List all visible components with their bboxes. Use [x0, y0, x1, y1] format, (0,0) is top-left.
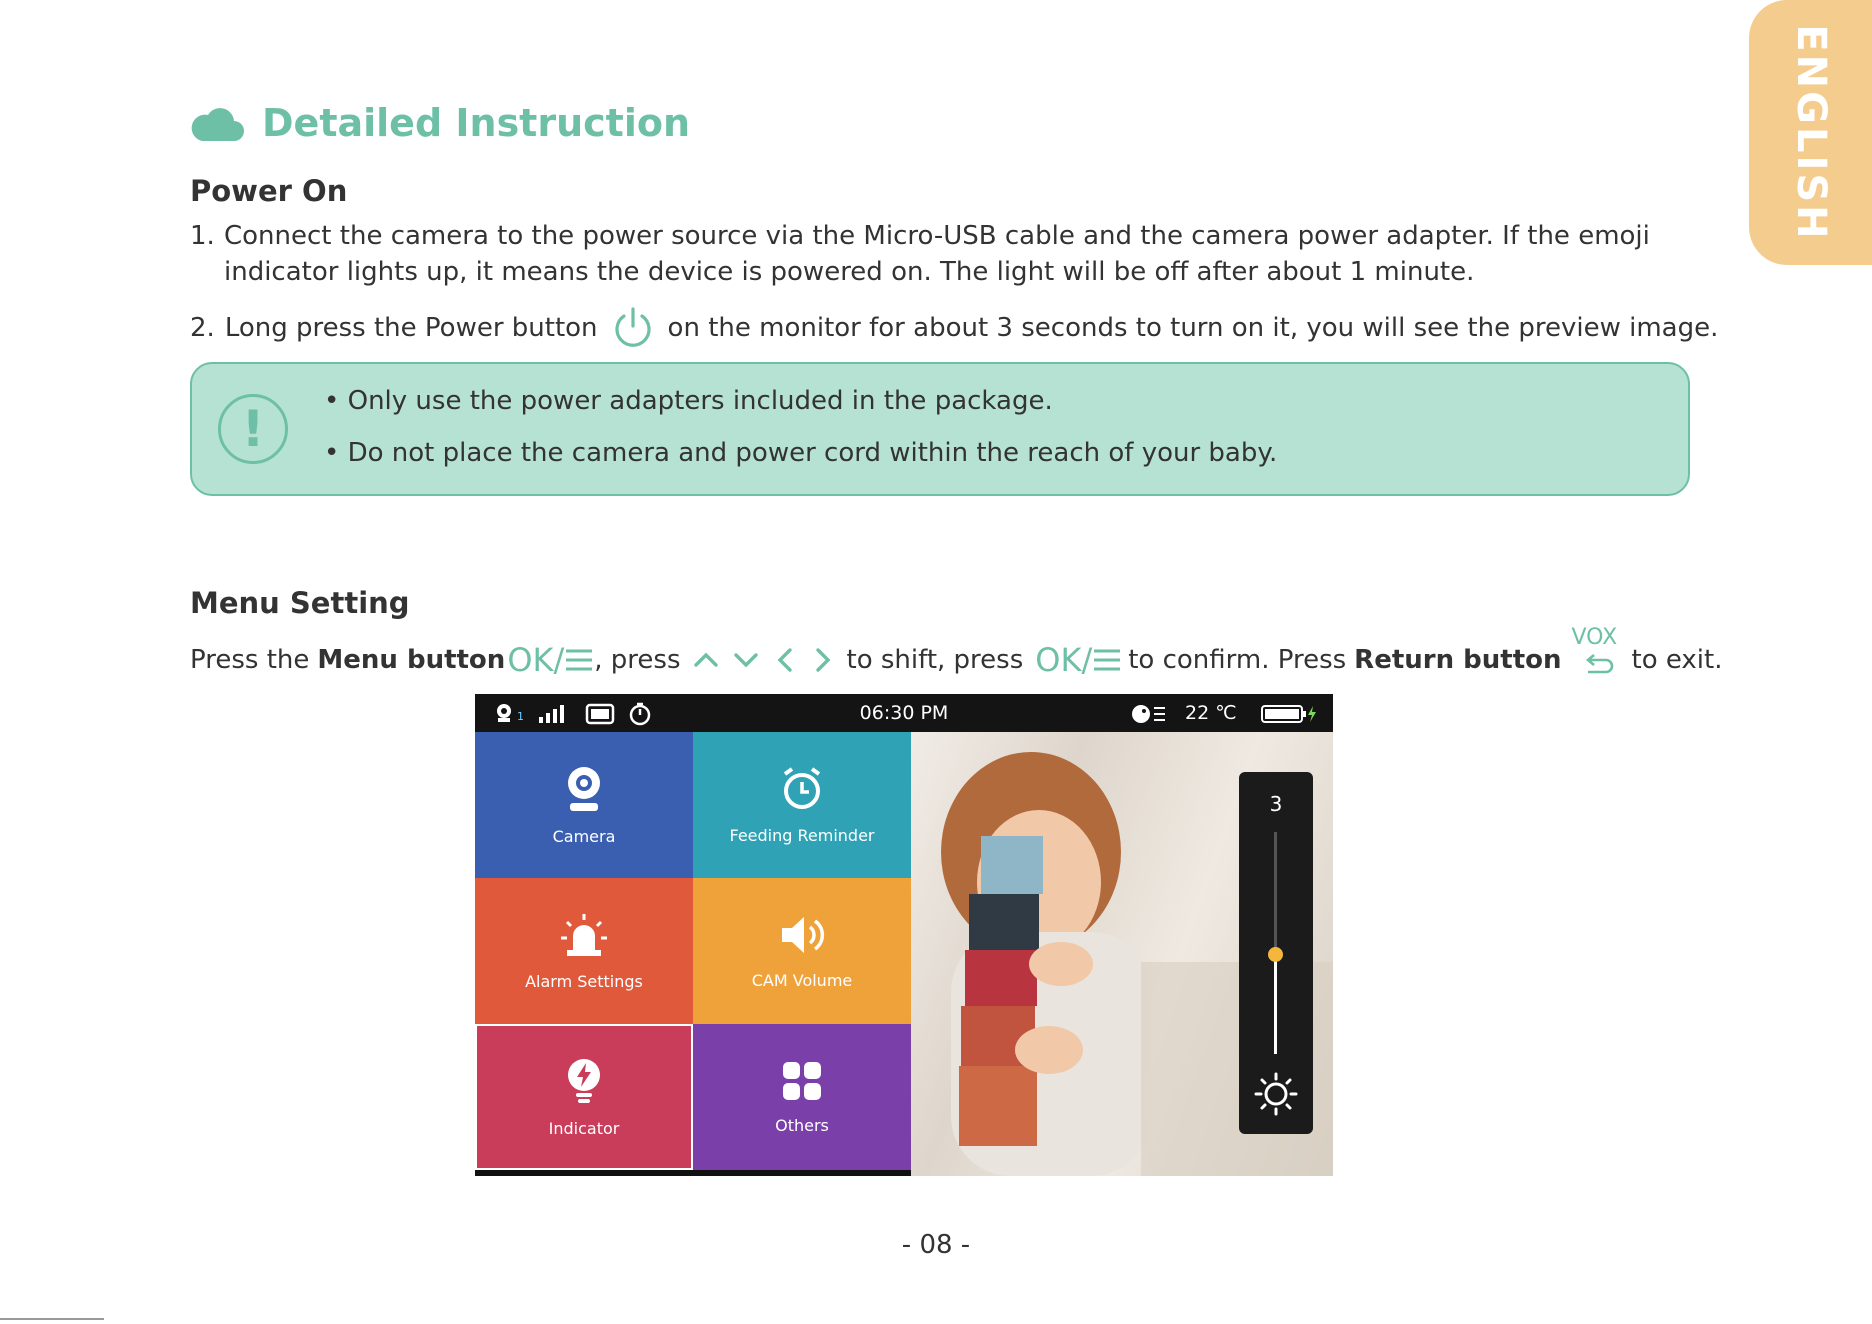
battery-charging-icon [1261, 704, 1319, 724]
arrow-left-icon [773, 646, 799, 674]
return-arrow-icon [1580, 654, 1616, 680]
camera-icon [562, 765, 606, 813]
lullaby-status-icon [1131, 702, 1171, 726]
step2-text-1: Long press the Power button [224, 313, 598, 343]
section-title: Detailed Instruction [262, 101, 691, 145]
tile-label-alarm-settings: Alarm Settings [525, 971, 643, 991]
alarm-clock-icon [779, 766, 825, 812]
language-label: ENGLISH [1787, 23, 1834, 242]
menu-tile-others[interactable] [693, 1024, 911, 1170]
status-temperature: 22 ℃ [1185, 702, 1237, 724]
arrow-up-icon [691, 647, 721, 673]
brightness-value: 3 [1269, 792, 1283, 816]
tile-label-indicator: Indicator [548, 1118, 620, 1138]
step1-line1: Connect the camera to the power source via the Micro-USB cable and the camera power adapter. If the emoji [224, 221, 1650, 251]
ok-label-2: OK [1035, 641, 1082, 679]
warning-line-1: • Only use the power adapters included in the package. [324, 386, 1053, 416]
warning-box [190, 362, 1690, 496]
vox-label: VOX [1571, 625, 1618, 650]
arrow-down-icon [731, 647, 761, 673]
speaker-icon [778, 913, 826, 957]
slider-knob[interactable] [1268, 947, 1283, 962]
menu-setting-heading: Menu Setting [190, 586, 410, 620]
step2-number: 2. [190, 313, 215, 343]
slash-glyph-2: / [1081, 641, 1093, 679]
slider-fill [1274, 954, 1277, 1054]
siren-icon [559, 912, 609, 958]
menu-text-to-exit: to exit. [1631, 645, 1723, 675]
menu-tile-cam-volume[interactable] [693, 878, 911, 1024]
menu-text-to-confirm: to confirm. Press [1128, 645, 1347, 675]
monitor-screen [475, 694, 1333, 1176]
ok-label-1: OK [507, 641, 554, 679]
vox-return-icon [1568, 625, 1624, 680]
page-number: - 08 - [901, 1230, 971, 1260]
power-on-heading: Power On [190, 174, 348, 208]
menu-tile-indicator[interactable] [475, 1024, 693, 1170]
tile-label-cam-volume: CAM Volume [751, 970, 853, 990]
menu-instruction [190, 625, 1723, 680]
menu-tile-camera[interactable] [475, 732, 693, 878]
step2-text-2: on the monitor for about 3 seconds to turn on it, you will see the preview image. [667, 313, 1719, 343]
status-bar [475, 694, 1333, 732]
step1-number: 1. [190, 221, 215, 251]
status-time: 06:30 PM [859, 702, 949, 724]
menu-text-to-shift: to shift, press [846, 645, 1024, 675]
step1-line2: indicator lights up, it means the device is powered on. The light will be off after about 1 minute. [224, 257, 1475, 287]
menu-lines-icon-2 [1092, 646, 1122, 674]
arrow-right-icon [809, 646, 835, 674]
section-header [190, 98, 690, 148]
footer-rule [0, 1318, 104, 1320]
cloud-icon [190, 103, 244, 143]
language-tab [1749, 0, 1872, 265]
menu-tile-alarm-settings[interactable] [475, 878, 693, 1024]
menu-lines-icon [564, 646, 594, 674]
tile-label-others: Others [775, 1115, 829, 1135]
step2 [190, 306, 1718, 350]
power-icon [612, 306, 654, 350]
warning-line-2: • Do not place the camera and power cord within the reach of your baby. [324, 438, 1278, 468]
brightness-sun-icon [1254, 1072, 1298, 1116]
brightness-slider[interactable] [1239, 772, 1313, 1134]
menu-text-press-the: Press the [190, 645, 310, 675]
menu-button-label: Menu button [317, 645, 506, 675]
light-bulb-icon [564, 1057, 604, 1105]
return-button-label: Return button [1354, 645, 1562, 675]
slash-glyph: / [553, 641, 565, 679]
tile-label-feeding-reminder: Feeding Reminder [729, 825, 875, 845]
menu-text-press: , press [594, 645, 681, 675]
grid-apps-icon [781, 1060, 823, 1102]
exclamation-icon: ! [218, 394, 288, 464]
menu-tile-feeding-reminder[interactable] [693, 732, 911, 878]
tile-label-camera: Camera [552, 826, 616, 846]
cam-index: 1 [517, 710, 524, 723]
